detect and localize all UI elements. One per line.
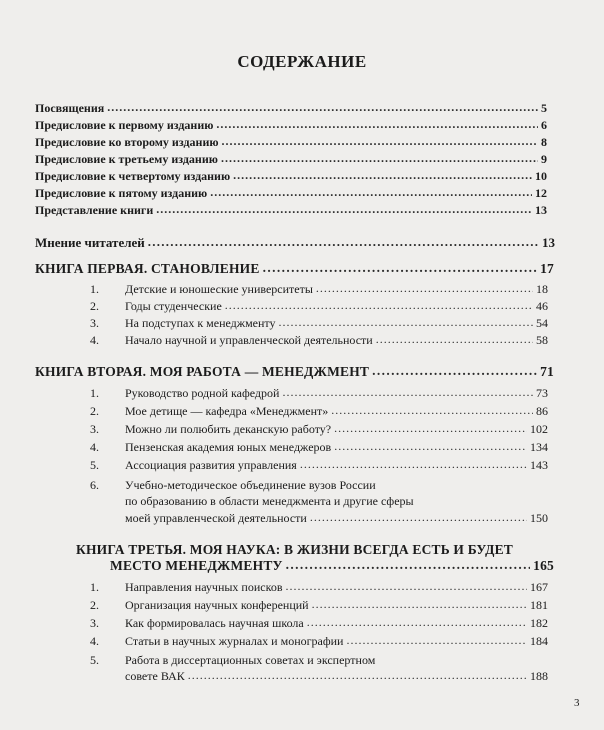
chapter-page: 58 [536, 333, 548, 347]
chapter-entry[interactable] [90, 422, 548, 437]
chapter-label: Годы студенческие [125, 299, 222, 313]
chapter-label: Мое детище — кафедра «Менеджмент» [125, 404, 329, 418]
chapter-page: 86 [536, 404, 548, 418]
chapter-entry[interactable] [90, 580, 548, 595]
toc-entry[interactable] [35, 118, 547, 134]
chapter-number: 4. [90, 333, 99, 347]
toc-entry-label: Предисловие ко второму изданию [35, 135, 219, 149]
chapter-label-line: по образованию в области менеджмента и другие сферы [125, 494, 414, 508]
toc-entry-page: 6 [541, 118, 547, 132]
book-page: 165 [533, 558, 554, 573]
toc-entry[interactable] [35, 169, 547, 185]
chapter-number: 3. [90, 422, 99, 436]
chapter-page: 188 [530, 669, 548, 683]
chapter-number: 1. [90, 386, 99, 400]
book-title: КНИГА ПЕРВАЯ. СТАНОВЛЕНИЕ [35, 261, 260, 276]
book-title-line: КНИГА ТРЕТЬЯ. МОЯ НАУКА: В ЖИЗНИ ВСЕГДА ЕСТЬ И БУДЕТ [75, 542, 513, 557]
chapter-page: 181 [530, 598, 548, 612]
chapter-page: 46 [536, 299, 548, 313]
chapter-number: 6. [90, 478, 99, 492]
chapter-label: Пензенская академия юных менеджеров [125, 440, 332, 454]
toc-entry-label: Представление книги [35, 203, 154, 217]
toc-entry-page: 10 [535, 169, 547, 183]
toc-entry-page: 13 [542, 235, 555, 250]
toc-entry-label: Предисловие к первому изданию [35, 118, 214, 132]
chapter-entry[interactable] [90, 616, 548, 631]
chapter-entry[interactable] [90, 458, 548, 473]
chapter-page: 73 [536, 386, 548, 400]
chapter-entry[interactable] [90, 598, 548, 613]
chapter-label: Начало научной и управленческой деятельности [125, 333, 373, 347]
chapter-page: 167 [530, 580, 548, 594]
book-heading[interactable] [35, 261, 554, 277]
book-title: КНИГА ВТОРАЯ. МОЯ РАБОТА — МЕНЕДЖМЕНТ [35, 364, 370, 379]
toc-entry-page: 12 [535, 186, 547, 200]
toc-entry[interactable] [35, 152, 547, 168]
chapter-label-line: моей управленческой деятельности [125, 511, 307, 525]
chapter-label: Можно ли полюбить деканскую работу? [125, 422, 332, 436]
chapter-number: 2. [90, 598, 99, 612]
chapter-number: 4. [90, 440, 99, 454]
chapter-number: 1. [90, 580, 99, 594]
toc-entry[interactable] [35, 135, 547, 151]
chapter-page: 18 [536, 282, 548, 296]
toc-entry[interactable] [35, 203, 547, 219]
chapter-page: 182 [530, 616, 548, 630]
book-page: 71 [540, 364, 554, 379]
chapter-label: Статьи в научных журналах и монографии [125, 634, 344, 648]
toc-entry-label: Предисловие к пятому изданию [35, 186, 208, 200]
chapter-entry-last-line[interactable] [95, 669, 548, 684]
chapter-label-line: Учебно-методическое объединение вузов России [125, 478, 376, 492]
toc-entry-label: Предисловие к третьему изданию [35, 152, 218, 166]
chapter-entry[interactable] [90, 404, 548, 419]
chapter-number: 5. [90, 458, 99, 472]
chapter-entry[interactable] [90, 333, 548, 348]
toc-entry-opinions[interactable] [35, 235, 555, 251]
chapter-entry[interactable] [90, 316, 548, 331]
chapter-label: Как формировалась научная школа [125, 616, 304, 630]
chapter-entry[interactable] [90, 634, 548, 649]
toc-entry-page: 9 [541, 152, 547, 166]
chapter-label: На подступах к менеджменту [125, 316, 276, 330]
book-page: 17 [540, 261, 554, 276]
chapter-page: 184 [530, 634, 548, 648]
chapter-number: 2. [90, 299, 99, 313]
chapter-entry[interactable] [90, 282, 548, 297]
chapter-number: 4. [90, 634, 99, 648]
book-heading-last-line[interactable] [110, 558, 554, 574]
page-number: 3 [574, 697, 580, 709]
chapter-label-line: Работа в диссертационных советах и экспертном [125, 653, 376, 667]
toc-entry[interactable] [35, 186, 547, 202]
chapter-number: 3. [90, 616, 99, 630]
book-heading[interactable] [35, 364, 554, 380]
toc-entry-page: 13 [535, 203, 547, 217]
book-heading-multiline[interactable] [35, 541, 554, 558]
chapter-number: 5. [90, 653, 99, 667]
chapter-entry-multiline[interactable] [90, 652, 375, 668]
chapter-page: 143 [530, 458, 548, 472]
chapter-entry[interactable] [90, 386, 548, 401]
toc-entry-label: Предисловие к четвертому изданию [35, 169, 231, 183]
chapter-number: 3. [90, 316, 99, 330]
chapter-page: 150 [530, 511, 548, 525]
chapter-label-line: совете ВАК [125, 669, 185, 683]
chapter-page: 102 [530, 422, 548, 436]
chapter-page: 134 [530, 440, 548, 454]
chapter-entry[interactable] [90, 299, 548, 314]
chapter-label: Руководство родной кафедрой [125, 386, 280, 400]
chapter-label: Ассоциация развития управления [125, 458, 297, 472]
page-title: СОДЕРЖАНИЕ [237, 52, 367, 71]
chapter-label: Детские и юношеские университеты [125, 282, 313, 296]
toc-entry-label: Мнение читателей [35, 235, 145, 250]
toc-entry-label: Посвящения [35, 101, 105, 115]
chapter-entry-multiline[interactable] [90, 477, 414, 509]
chapter-entry[interactable] [90, 440, 548, 455]
chapter-number: 1. [90, 282, 99, 296]
chapter-label: Организация научных конференций [125, 598, 309, 612]
chapter-page: 54 [536, 316, 548, 330]
chapter-label: Направления научных поисков [125, 580, 283, 594]
chapter-entry-last-line[interactable] [95, 511, 548, 526]
toc-entry[interactable] [35, 101, 547, 117]
toc-entry-page: 8 [541, 135, 547, 149]
chapter-number: 2. [90, 404, 99, 418]
book-title-line: МЕСТО МЕНЕДЖМЕНТУ [110, 558, 283, 573]
toc-entry-page: 5 [541, 101, 547, 115]
